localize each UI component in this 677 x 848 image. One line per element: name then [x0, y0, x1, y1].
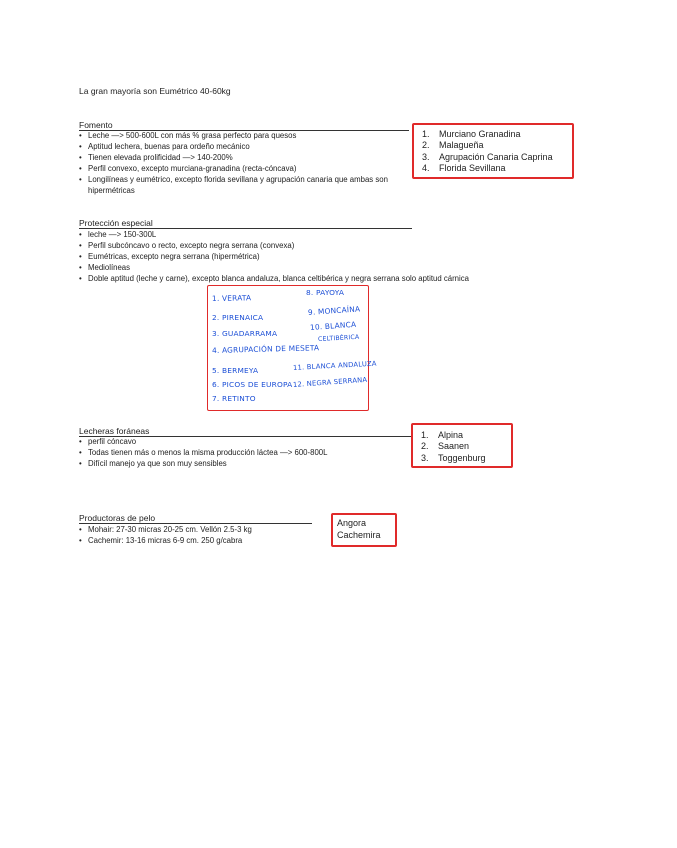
handwritten-breeds-box — [207, 285, 377, 411]
handwritten-item: 5. BERMEYA — [212, 366, 259, 375]
list-item: 1. Murciano Granadina — [422, 129, 521, 139]
handwritten-item: 12. NEGRA SERRANA — [292, 375, 368, 389]
list-item: 3. Agrupación Canaria Caprina — [422, 151, 553, 162]
list-item: • Aptitud lechera, buenas para ordeño mecánico — [79, 141, 404, 152]
list-item: • Perfil convexo, excepto murciana-granadina (recta-cóncava) — [79, 163, 404, 174]
list-item: 1. Alpina — [421, 430, 464, 440]
list-item: • Mediolíneas — [79, 262, 579, 273]
list-item: • Difícil manejo ya que son muy sensibles — [79, 458, 409, 469]
list-item: • Tienen elevada prolificidad —> 140-200% — [79, 152, 404, 163]
handwritten-item: CELTIBÉRICA — [317, 333, 360, 343]
intro-text: La gran mayoría son Eumétrico 40-60kg — [79, 86, 231, 96]
list-item: • leche —> 150-300L — [79, 229, 579, 240]
section-title-lecheras: Lecheras foráneas — [79, 426, 412, 437]
section-title-pelo: Productoras de pelo — [79, 513, 312, 524]
handwritten-item: 2. PIRENAICA — [212, 313, 264, 322]
handwritten-item: 4. AGRUPACIÓN DE MESETA — [211, 343, 320, 355]
list-item: • Todas tienen más o menos la misma producción láctea —> 600-800L — [79, 447, 409, 458]
lecheras-breeds-box — [411, 423, 513, 468]
list-item: 3. Toggenburg — [421, 452, 486, 463]
handwritten-item: 11. BLANCA ANDALUZA — [292, 359, 377, 372]
handwritten-item: 8. PAYOYA — [306, 288, 345, 297]
fomento-breeds-box — [412, 123, 574, 179]
lecheras-bullets — [79, 436, 409, 469]
list-item: • Cachemir: 13-16 micras 6-9 cm. 250 g/cabra — [79, 535, 329, 546]
list-item: • Mohair: 27-30 micras 20-25 cm. Vellón 2.5-3 kg — [79, 524, 329, 535]
list-item: 4. Florida Sevillana — [422, 162, 506, 173]
section-title-fomento: Fomento — [79, 120, 409, 131]
fomento-bullets — [79, 130, 404, 196]
handwritten-item: 6. PICOS DE EUROPA — [212, 380, 293, 389]
list-item: Cachemira — [337, 530, 381, 540]
list-item: • Perfil subcóncavo o recto, excepto negra serrana (convexa) — [79, 240, 579, 251]
list-item: • Longilíneas y eumétrico, excepto florida sevillana y agrupación canaria que ambas son hipermétricas — [79, 174, 404, 196]
list-item: • Leche —> 500-600L con más % grasa perfecto para quesos — [79, 130, 404, 141]
proteccion-bullets — [79, 229, 579, 284]
list-item: 2. Malagueña — [422, 140, 484, 151]
section-title-proteccion: Protección especial — [79, 218, 412, 229]
list-item: • Doble aptitud (leche y carne), excepto blanca andaluza, blanca celtibérica y negra serrana solo aptitud cárnica — [79, 273, 579, 284]
handwritten-item: 10. BLANCA — [309, 319, 357, 332]
list-item: • perfil cóncavo — [79, 436, 409, 447]
handwritten-item: 3. GUADARRAMA — [212, 329, 278, 338]
handwritten-item: 7. RETINTO — [212, 394, 256, 403]
list-item: Angora — [337, 518, 367, 528]
list-item: 2. Saanen — [421, 441, 470, 452]
pelo-bullets — [79, 524, 329, 546]
pelo-breeds-box — [331, 513, 397, 547]
list-item: • Eumétricas, excepto negra serrana (hipermétrica) — [79, 251, 579, 262]
handwritten-item: 9. MONCAÍNA — [307, 304, 361, 317]
handwritten-item: 1. VERATA — [211, 293, 252, 303]
